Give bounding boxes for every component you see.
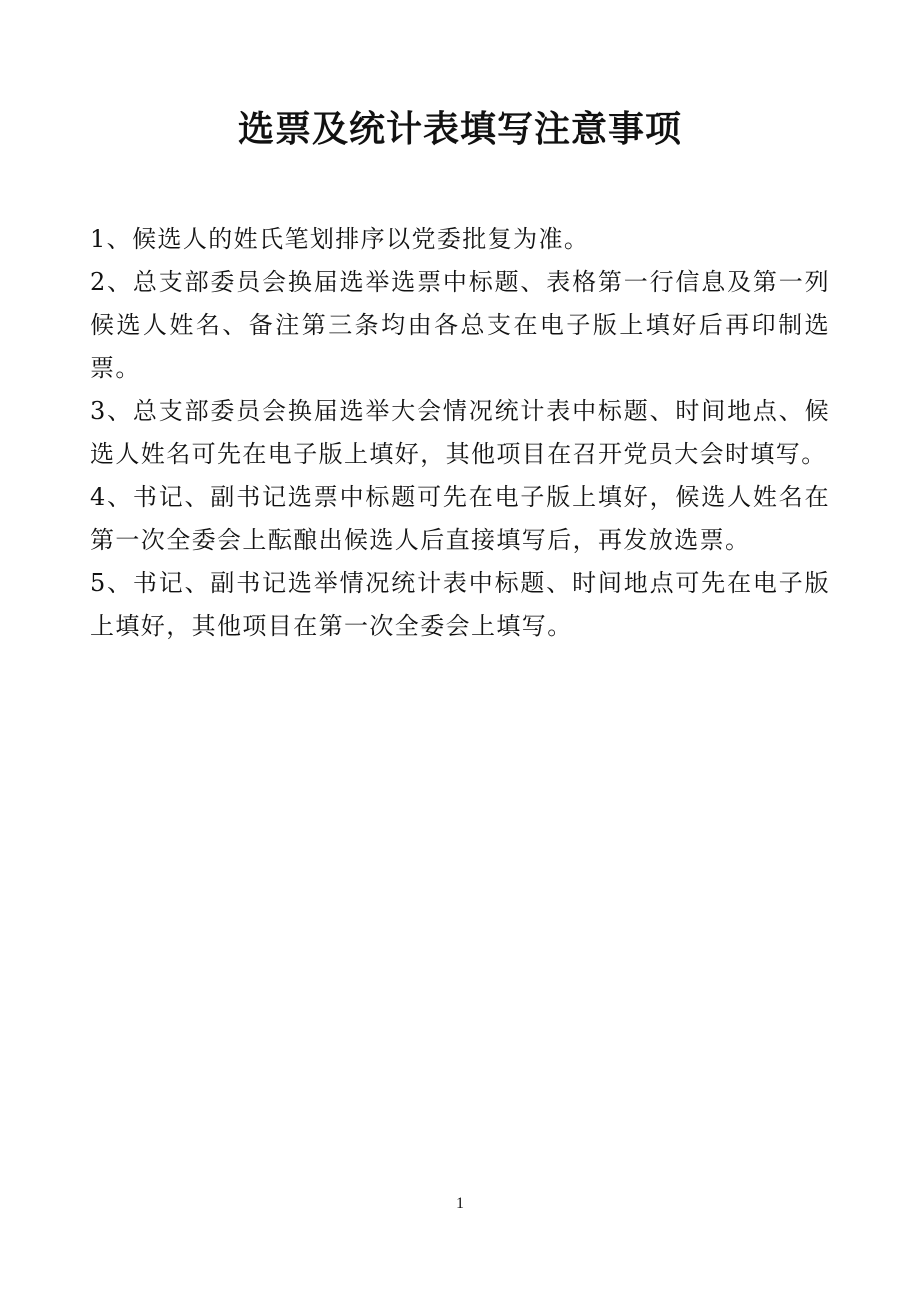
notes-list — [90, 218, 830, 648]
note-item-4: 4、书记、副书记选票中标题可先在电子版上填好，候选人姓名在第一次全委会上酝酿出候选人后直接填写后，再发放选票。 — [90, 483, 830, 554]
note-item-3: 3、总支部委员会换届选举大会情况统计表中标题、时间地点、候选人姓名可先在电子版上填好，其他项目在召开党员大会时填写。 — [90, 397, 830, 468]
page-number: 1 — [456, 1195, 464, 1212]
page-title: 选票及统计表填写注意事项 — [237, 109, 682, 150]
note-item-1: 1、候选人的姓氏笔划排序以党委批复为准。 — [90, 225, 590, 253]
note-item-5: 5、书记、副书记选举情况统计表中标题、时间地点可先在电子版上填好，其他项目在第一次全委会上填写。 — [90, 569, 830, 640]
note-item-2: 2、总支部委员会换届选举选票中标题、表格第一行信息及第一列候选人姓名、备注第三条均由各总支在电子版上填好后再印制选票。 — [90, 268, 830, 382]
